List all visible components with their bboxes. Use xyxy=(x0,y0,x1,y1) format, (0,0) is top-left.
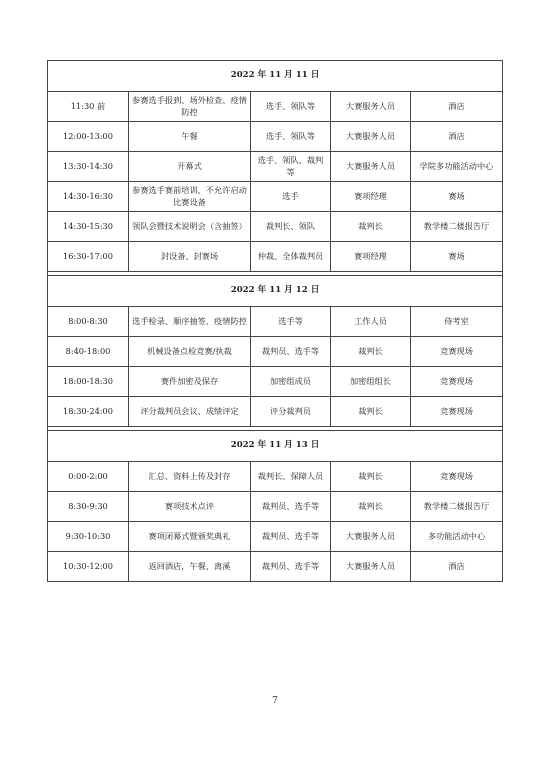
day-header-row xyxy=(48,61,503,92)
location-cell: 竞赛现场 xyxy=(411,367,503,397)
time-cell: 13:30-14:30 xyxy=(48,152,129,182)
time-cell: 14:30-16:30 xyxy=(48,182,129,212)
table-row xyxy=(48,522,503,552)
table-row xyxy=(48,307,503,337)
time-cell: 0:00-2:00 xyxy=(48,462,129,492)
activity-cell: 参赛选手报到、场外检查、疫情防控 xyxy=(129,92,251,122)
table-row xyxy=(48,397,503,427)
activity-cell: 封设备、封赛场 xyxy=(129,242,251,272)
location-cell: 教学楼二楼报告厅 xyxy=(411,212,503,242)
activity-cell: 机械设备点检竞赛/执裁 xyxy=(129,337,251,367)
time-cell: 14:30-15:30 xyxy=(48,212,129,242)
day-header-row xyxy=(48,431,503,462)
participants-cell: 选手、领队等 xyxy=(251,122,331,152)
time-cell: 18:00-18:30 xyxy=(48,367,129,397)
time-cell: 8:40-18:00 xyxy=(48,337,129,367)
organizer-cell: 大赛服务人员 xyxy=(331,552,411,582)
participants-cell: 选手 xyxy=(251,182,331,212)
table-row xyxy=(48,122,503,152)
location-cell: 赛场 xyxy=(411,242,503,272)
activity-cell: 选手检录、顺序抽签、疫情防控 xyxy=(129,307,251,337)
table-row xyxy=(48,492,503,522)
organizer-cell: 赛项经理 xyxy=(331,182,411,212)
organizer-cell: 裁判长 xyxy=(331,397,411,427)
participants-cell: 裁判员、选手等 xyxy=(251,337,331,367)
location-cell: 赛场 xyxy=(411,182,503,212)
table-row xyxy=(48,552,503,582)
location-cell: 多功能活动中心 xyxy=(411,522,503,552)
activity-cell: 开幕式 xyxy=(129,152,251,182)
table-row xyxy=(48,92,503,122)
activity-cell: 汇总、资料上传及封存 xyxy=(129,462,251,492)
organizer-cell: 赛项经理 xyxy=(331,242,411,272)
location-cell: 教学楼二楼报告厅 xyxy=(411,492,503,522)
organizer-cell: 工作人员 xyxy=(331,307,411,337)
location-cell: 酒店 xyxy=(411,552,503,582)
table-row xyxy=(48,462,503,492)
schedule-table xyxy=(47,60,503,582)
organizer-cell: 大赛服务人员 xyxy=(331,122,411,152)
page-number: 7 xyxy=(272,696,278,706)
location-cell: 侍考室 xyxy=(411,307,503,337)
activity-cell: 午餐 xyxy=(129,122,251,152)
activity-cell: 评分裁判员会议、成绩评定 xyxy=(129,397,251,427)
table-row xyxy=(48,367,503,397)
day-date: 2022 年 11 月 13 日 xyxy=(48,431,503,462)
day-header-row xyxy=(48,276,503,307)
table-row xyxy=(48,212,503,242)
organizer-cell: 裁判长 xyxy=(331,337,411,367)
time-cell: 12:00-13:00 xyxy=(48,122,129,152)
participants-cell: 裁判长、保障人员 xyxy=(251,462,331,492)
time-cell: 16:30-17:00 xyxy=(48,242,129,272)
participants-cell: 选手、领队、裁判等 xyxy=(251,152,331,182)
location-cell: 酒店 xyxy=(411,92,503,122)
schedule-body xyxy=(48,61,503,582)
day-date: 2022 年 11 月 11 日 xyxy=(48,61,503,92)
organizer-cell: 大赛服务人员 xyxy=(331,152,411,182)
table-row xyxy=(48,152,503,182)
time-cell: 8:30-9:30 xyxy=(48,492,129,522)
table-row xyxy=(48,242,503,272)
activity-cell: 赛项闭幕式暨颁奖典礼 xyxy=(129,522,251,552)
participants-cell: 裁判员、选手等 xyxy=(251,552,331,582)
organizer-cell: 大赛服务人员 xyxy=(331,92,411,122)
location-cell: 酒店 xyxy=(411,122,503,152)
organizer-cell: 裁判长 xyxy=(331,492,411,522)
activity-cell: 赛项技术点评 xyxy=(129,492,251,522)
time-cell: 9:30-10:30 xyxy=(48,522,129,552)
organizer-cell: 大赛服务人员 xyxy=(331,522,411,552)
location-cell: 学院多功能活动中心 xyxy=(411,152,503,182)
location-cell: 竞赛现场 xyxy=(411,462,503,492)
time-cell: 11:30 前 xyxy=(48,92,129,122)
table-row xyxy=(48,337,503,367)
participants-cell: 裁判长、领队 xyxy=(251,212,331,242)
activity-cell: 参赛选手赛前培训，不允许启动比赛设备 xyxy=(129,182,251,212)
participants-cell: 评分裁判员 xyxy=(251,397,331,427)
activity-cell: 赛件加密及保存 xyxy=(129,367,251,397)
activity-cell: 领队会暨技术说明会（含抽签） xyxy=(129,212,251,242)
location-cell: 竞赛现场 xyxy=(411,397,503,427)
organizer-cell: 裁判长 xyxy=(331,212,411,242)
time-cell: 8:00-8:30 xyxy=(48,307,129,337)
time-cell: 18:30-24:00 xyxy=(48,397,129,427)
day-date: 2022 年 11 月 12 日 xyxy=(48,276,503,307)
participants-cell: 加密组成员 xyxy=(251,367,331,397)
table-row xyxy=(48,182,503,212)
location-cell: 竞赛现场 xyxy=(411,337,503,367)
activity-cell: 返回酒店，午餐，离溪 xyxy=(129,552,251,582)
participants-cell: 裁判员、选手等 xyxy=(251,492,331,522)
participants-cell: 仲裁、全体裁判员 xyxy=(251,242,331,272)
organizer-cell: 裁判长 xyxy=(331,462,411,492)
participants-cell: 裁判员、选手等 xyxy=(251,522,331,552)
organizer-cell: 加密组组长 xyxy=(331,367,411,397)
participants-cell: 选手等 xyxy=(251,307,331,337)
time-cell: 10:30-12:00 xyxy=(48,552,129,582)
participants-cell: 选手、领队等 xyxy=(251,92,331,122)
